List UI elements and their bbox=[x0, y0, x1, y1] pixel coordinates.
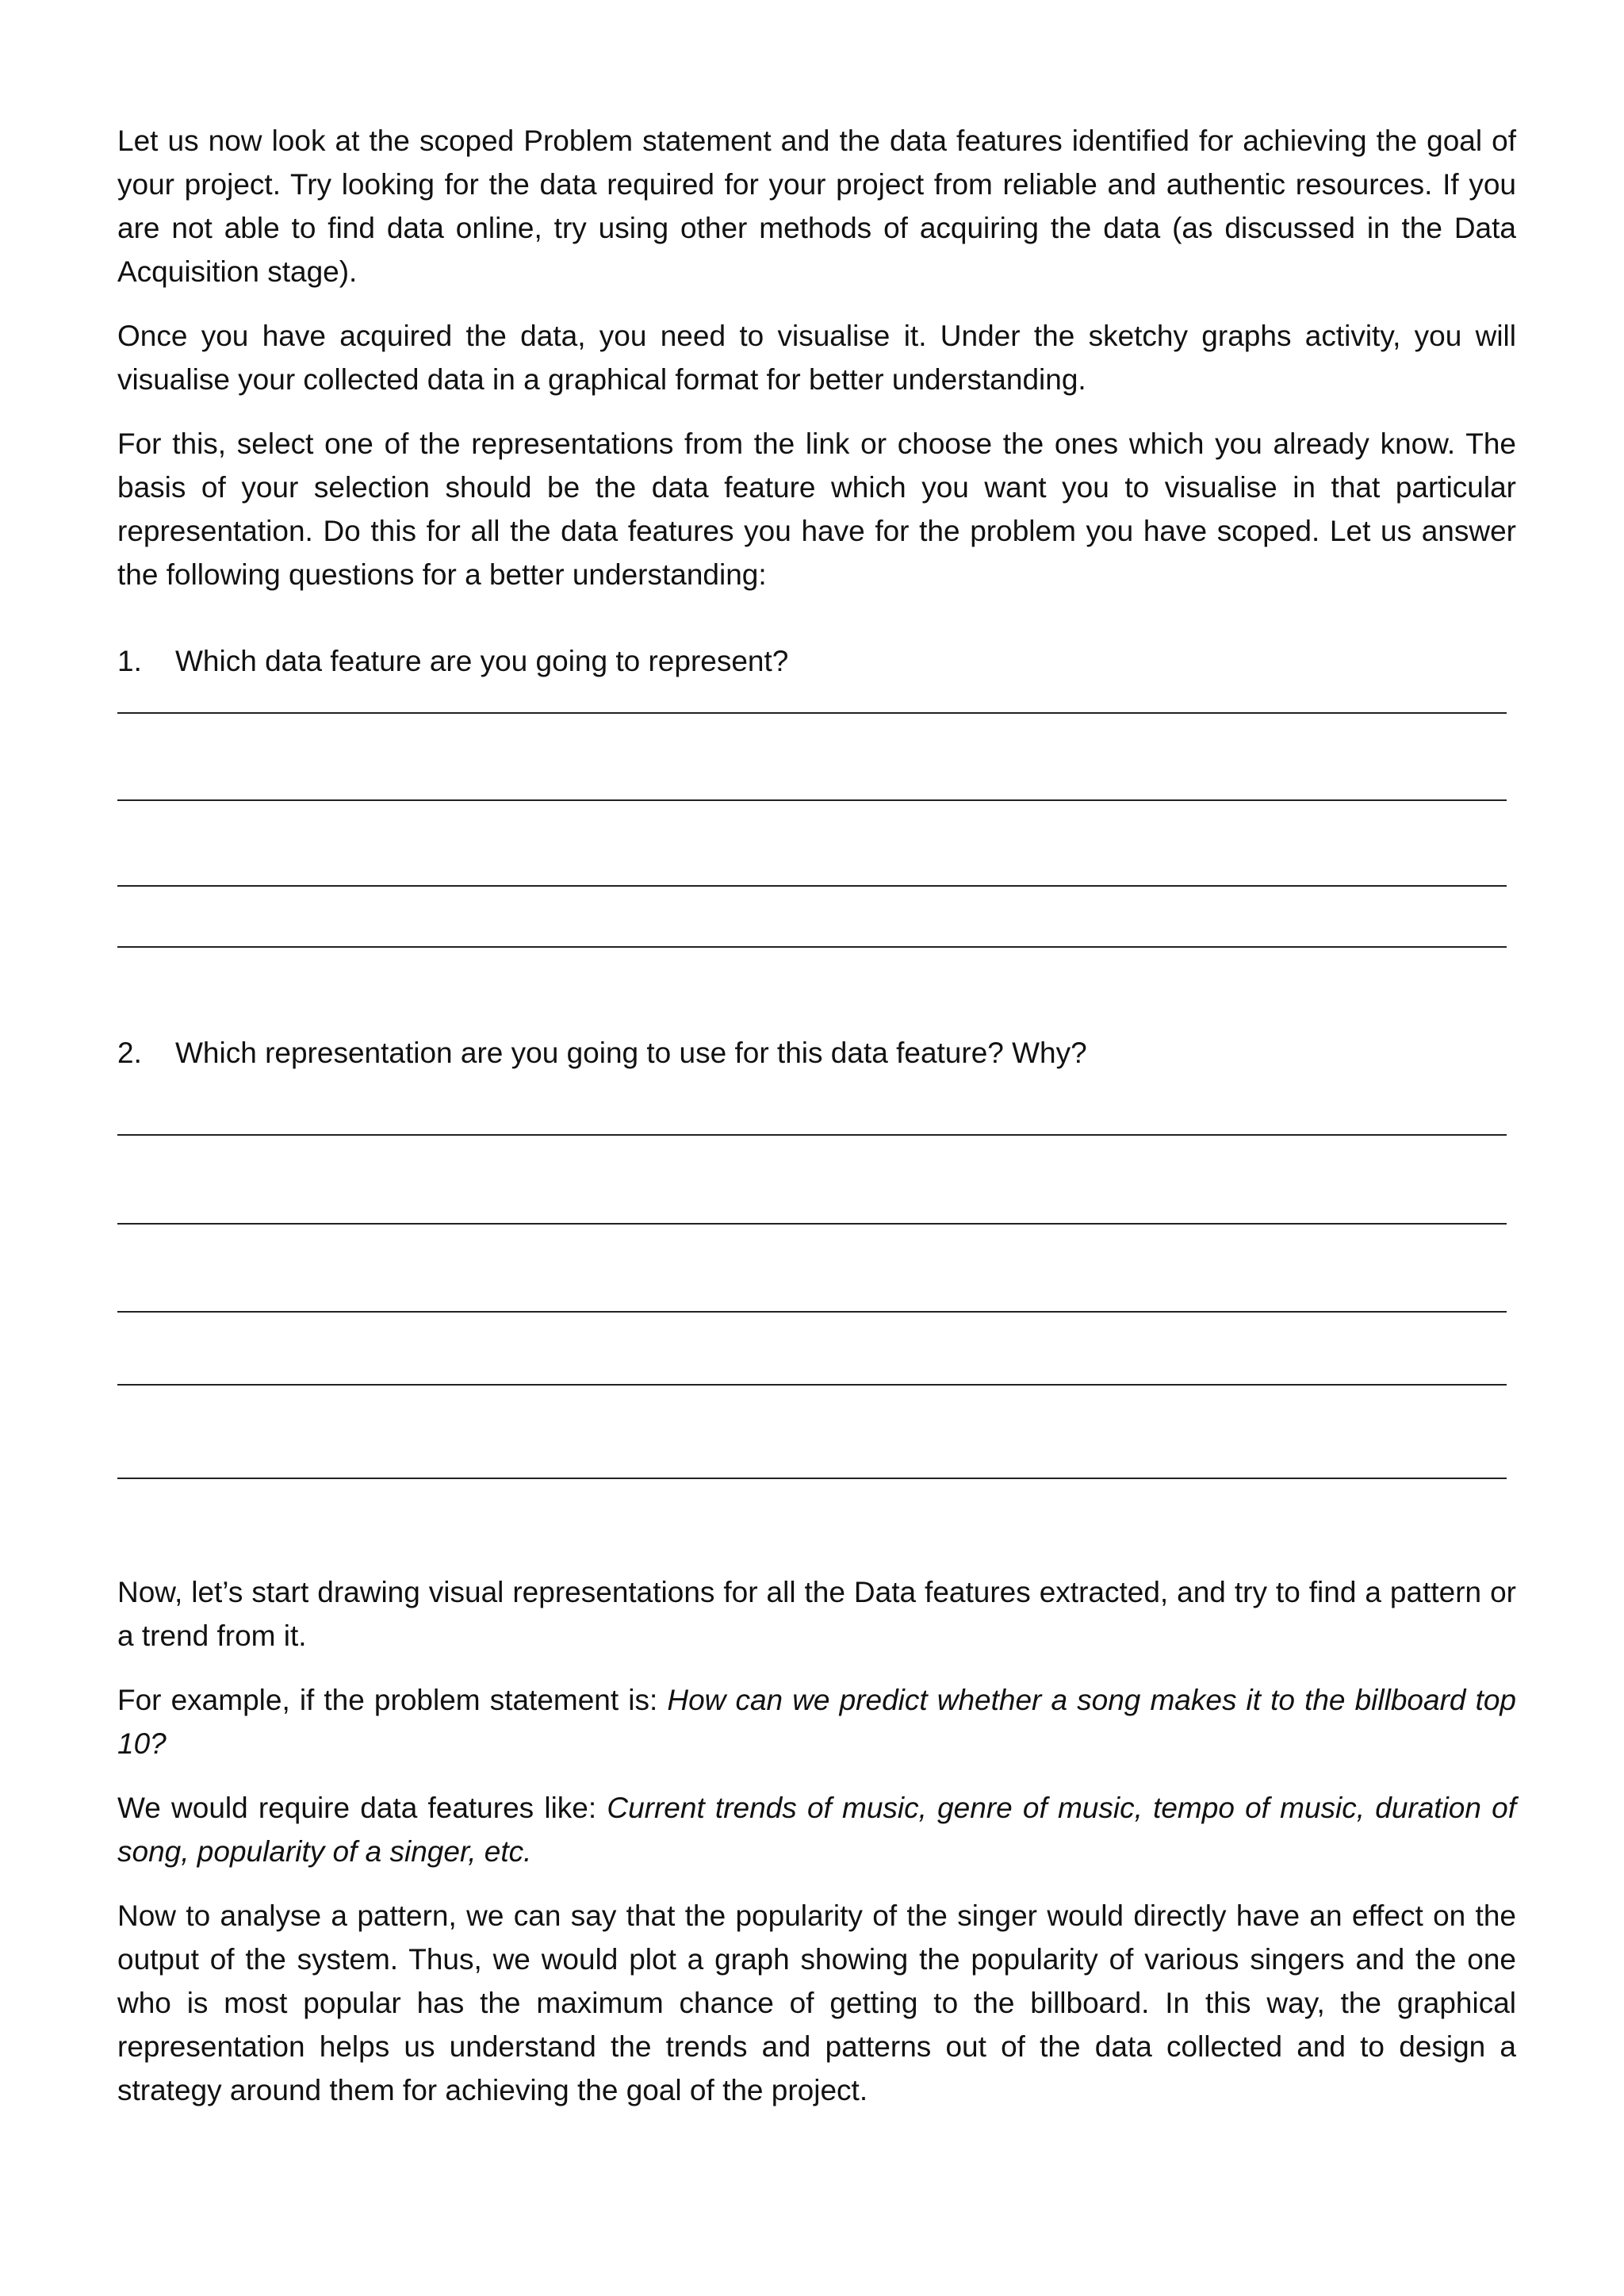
answer-line-1-4[interactable] bbox=[117, 946, 1507, 948]
question-1-number: 1. bbox=[117, 645, 142, 677]
answer-line-2-3[interactable] bbox=[117, 1311, 1507, 1313]
question-1-text: Which data feature are you going to represent? bbox=[175, 645, 789, 677]
answer-line-2-2[interactable] bbox=[117, 1223, 1507, 1225]
features-list: Current trends of music, genre of music, tempo of music, duration of song, popularity of a singer, etc. bbox=[117, 1792, 1517, 1868]
answer-line-1-2[interactable] bbox=[117, 799, 1507, 801]
features-paragraph bbox=[117, 1786, 1516, 1873]
closing-paragraph-1: Now, let’s start drawing visual representations for all the Data features extracted, and try to find a pattern or a trend from it. bbox=[117, 1576, 1516, 1652]
intro-paragraph-1: Let us now look at the scoped Problem statement and the data features identified for achieving the goal of your project. Try looking for the data required for your project from reliable and authentic resources. If you are not able to find data online, try using other methods of acquiring the data (as discussed in the Data Acquisition stage). bbox=[117, 125, 1516, 288]
closing-section bbox=[117, 1570, 1516, 2133]
answer-line-2-5[interactable] bbox=[117, 1478, 1507, 1479]
closing-paragraph-4: Now to analyse a pattern, we can say that the popularity of the singer would directly have an effect on the output of the system. Thus, we would plot a graph showing the popularity of various singers and the one who is most popular has the maximum chance of getting to the billboard. In this way, the graphical representation helps us understand the trends and patterns out of the data collected and to design a strategy around them for achieving the goal of the project. bbox=[117, 1899, 1516, 2106]
example-problem-statement: How can we predict whether a song makes it to the billboard top 10? bbox=[117, 1684, 1516, 1760]
question-2-text: Which representation are you going to use for this data feature? Why? bbox=[175, 1037, 1087, 1069]
example-paragraph bbox=[117, 1678, 1516, 1765]
question-2-number: 2. bbox=[117, 1037, 142, 1069]
intro-paragraph-3: For this, select one of the representations from the link or choose the ones which you already know. The basis of your selection should be the data feature which you want you to visualise in that particular representation. Do this for all the data features you have for the problem you have scoped. Let us answer the following questions for a better understanding: bbox=[117, 427, 1516, 591]
question-2 bbox=[117, 1031, 1087, 1075]
answer-line-1-1[interactable] bbox=[117, 712, 1507, 714]
features-prefix: We would require data features like: bbox=[117, 1792, 607, 1824]
question-1 bbox=[117, 639, 788, 683]
answer-line-1-3[interactable] bbox=[117, 885, 1507, 887]
answer-line-2-4[interactable] bbox=[117, 1384, 1507, 1386]
intro-paragraph-2: Once you have acquired the data, you need to visualise it. Under the sketchy graphs activity, you will visualise your collected data in a graphical format for better understanding. bbox=[117, 320, 1516, 396]
intro-section bbox=[117, 119, 1516, 617]
example-prefix: For example, if the problem statement is: bbox=[117, 1684, 668, 1716]
answer-line-2-1[interactable] bbox=[117, 1134, 1507, 1136]
